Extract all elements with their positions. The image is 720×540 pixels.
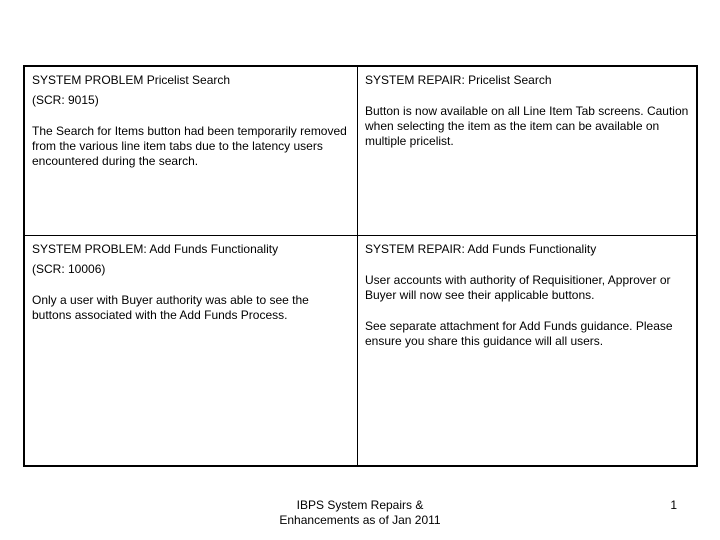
- footer-line-2: Enhancements as of Jan 2011: [279, 513, 441, 527]
- problem-description: Only a user with Buyer authority was able to see the buttons associated with the Add Funds Process.: [32, 293, 309, 322]
- repair-description: User accounts with authority of Requisitioner, Approver or Buyer will now see their applicable buttons.: [365, 273, 671, 302]
- problem-description: The Search for Items button had been temporarily removed from the various line item tabs due to the latency users encountered during the search.: [32, 124, 347, 168]
- repair-description: Button is now available on all Line Item Tab screens. Caution when selecting the item as the item can be available on multiple pricelist.: [365, 104, 689, 148]
- repair-cell-add-funds: [358, 236, 696, 465]
- problem-cell-pricelist-search: [25, 67, 358, 236]
- page-number: 1: [670, 498, 677, 512]
- problem-cell-add-funds: [25, 236, 358, 465]
- repair-note: See separate attachment for Add Funds guidance. Please ensure you share this guidance will all users.: [365, 319, 673, 348]
- scr-number: (SCR: 10006): [32, 262, 106, 276]
- repair-cell-pricelist-search: [358, 67, 696, 236]
- problem-title: SYSTEM PROBLEM: Add Funds Functionality: [32, 242, 279, 256]
- repair-title: SYSTEM REPAIR: Add Funds Functionality: [365, 242, 597, 256]
- problem-title: SYSTEM PROBLEM Pricelist Search: [32, 73, 231, 87]
- repair-title: SYSTEM REPAIR: Pricelist Search: [365, 73, 552, 87]
- footer-title: [230, 498, 490, 528]
- footer-line-1: IBPS System Repairs &: [296, 498, 424, 512]
- scr-number: (SCR: 9015): [32, 93, 99, 107]
- repairs-table: [23, 65, 698, 467]
